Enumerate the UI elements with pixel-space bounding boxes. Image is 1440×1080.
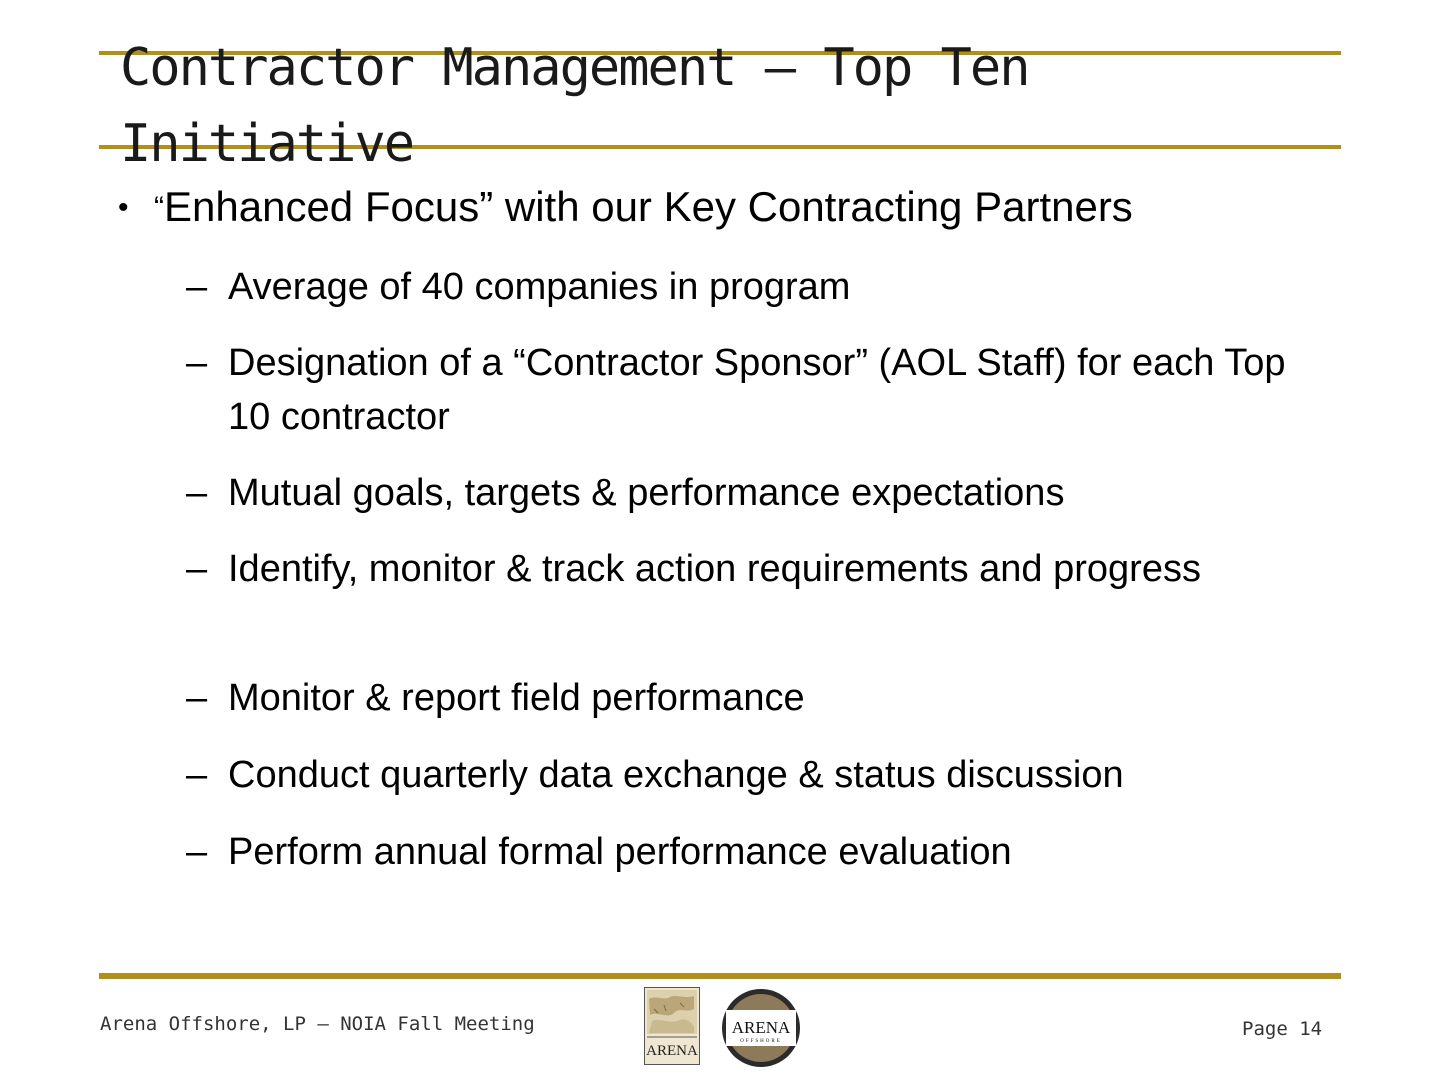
map-logo-text: ARENA [646, 1043, 698, 1059]
sub-item [186, 825, 1288, 879]
sub-item [186, 748, 1288, 802]
sub-item-dash: – [186, 677, 208, 719]
sub-item-dash: – [186, 754, 208, 796]
sub-item-text: Designation of a “Contractor Sponsor” (AOL Staff) for each Top 10 contractor [228, 342, 1286, 438]
slide-title: Contractor Management — Top Ten Initiative [120, 38, 1029, 174]
main-bullet [118, 182, 1133, 233]
sub-item-text: Conduct quarterly data exchange & status discussion [228, 754, 1124, 796]
sub-item [186, 336, 1288, 444]
sub-item-text: Identify, monitor & track action requirements and progress [228, 548, 1201, 590]
sub-item [186, 466, 1288, 520]
arena-map-logo [644, 987, 700, 1065]
sub-item-dash: – [186, 266, 208, 308]
bullet-open-quote: “ [154, 191, 164, 224]
bullet-dot: • [118, 191, 129, 224]
footer-rule [99, 973, 1341, 979]
sub-item-dash: – [186, 831, 208, 873]
sub-item-text: Perform annual formal performance evaluation [228, 831, 1012, 873]
sub-item-dash: – [186, 472, 208, 514]
sub-item-text: Monitor & report field performance [228, 677, 805, 719]
arena-offshore-logo [721, 988, 801, 1068]
sub-item-text: Average of 40 companies in program [228, 266, 851, 308]
sub-item [186, 542, 1288, 596]
round-logo-subtext: OFFSHORE [740, 1039, 782, 1044]
round-logo-text: ARENA [731, 1018, 791, 1037]
sub-item-dash: – [186, 548, 208, 590]
page-number: Page 14 [1242, 1018, 1323, 1040]
sub-item [186, 260, 1288, 314]
sub-item-dash: – [186, 342, 208, 384]
sub-item-text: Mutual goals, targets & performance expectations [228, 472, 1065, 514]
sub-item [186, 671, 1288, 725]
footer-meeting-text: Arena Offshore, LP — NOIA Fall Meeting [100, 1013, 535, 1035]
bullet-text: Enhanced Focus” with our Key Contracting Partners [164, 183, 1133, 230]
